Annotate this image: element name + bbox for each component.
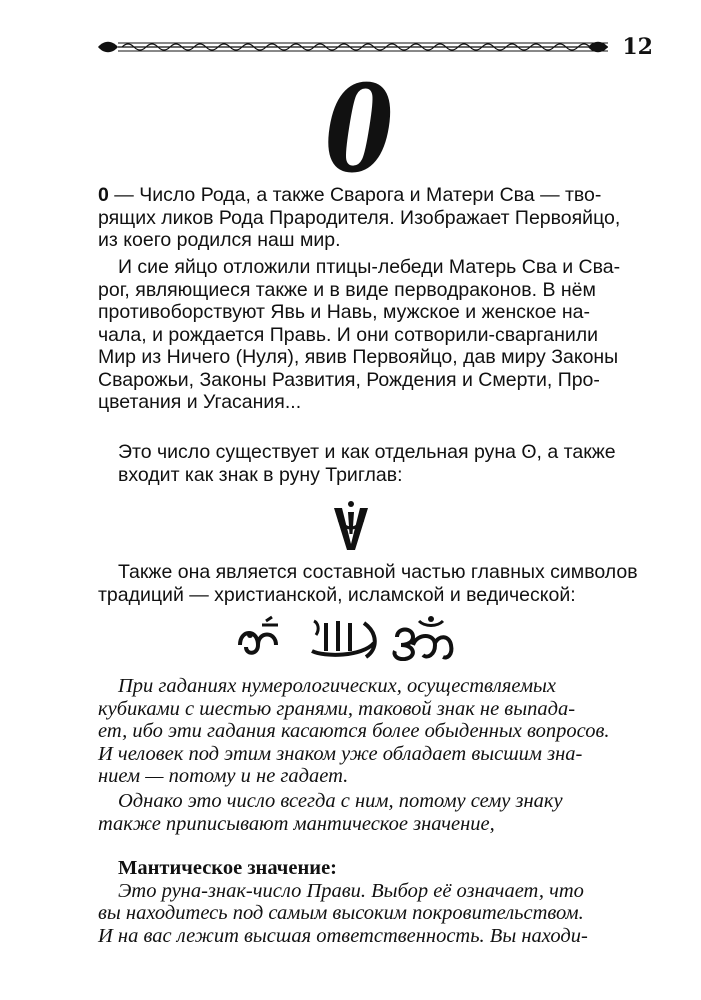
divination-line-1: При гаданиях нумерологических, осуществляемых — [118, 675, 557, 697]
divination-line-2: кубиками с шестью гранями, таковой знак не выпада- — [98, 697, 576, 720]
divination-line-3: ет, ибо эти гадания касаются более обыденных вопросов. — [98, 720, 610, 742]
para2-line-3: противоборствуют Явь и Навь, мужское и женское на- — [98, 301, 590, 323]
page-header — [98, 34, 653, 60]
mantic-line-3: И на вас лежит высшая ответственность. Вы находи- — [98, 924, 588, 947]
para2-line-5: Мир из Ничего (Нуля), явив Первояйцо, дав миру Законы — [98, 346, 619, 368]
triglav-row — [0, 500, 701, 557]
symbols-paragraph — [98, 561, 653, 606]
para2-line-4: чала, и рождается Правь. И они сотворили-сварганили — [98, 323, 599, 346]
mantic-heading: Мантическое значение: — [118, 857, 338, 879]
second-paragraph — [98, 256, 653, 414]
intro-lead: 0 — [98, 184, 109, 206]
para2-line-1: И сие яйцо отложили птицы-лебеди Матерь Сва и Сва- — [118, 256, 621, 278]
para2-line-7: цветания и Угасания... — [98, 391, 302, 413]
intro-paragraph — [98, 184, 653, 252]
mantic-line-2: вы находитесь под самым высоким покровительством. — [98, 902, 584, 924]
christian-symbol-icon — [240, 617, 278, 653]
intro-line-3: из коего родился наш мир. — [98, 229, 341, 251]
para2-line-2: рог, являющиеся также и в виде перводраконов. В нём — [98, 278, 596, 301]
intro-line-1: 0 — Число Рода, а также Сварога и Матери Сва — тво- — [98, 184, 602, 206]
intro-line-2: рящих ликов Рода Прародителя. Изображает Первояйцо, — [98, 206, 621, 229]
tradition-symbols — [236, 615, 466, 661]
mantic-section — [98, 857, 653, 947]
islamic-symbol-icon — [312, 621, 375, 657]
page-number: 12 — [622, 34, 653, 60]
rune-line-1: Это число существует и как отдельная руна ʘ, а также — [118, 441, 616, 463]
ornamental-border-icon — [98, 38, 608, 56]
triglav-rune-icon — [331, 500, 371, 552]
divination-line-5: нием — потому и не гадает. — [98, 765, 349, 787]
divination-paragraph — [98, 675, 653, 788]
divination2-line-1: Однако это число всегда с ним, потому сему знаку — [118, 790, 563, 812]
symbols-line-2: традиций — христианской, исламской и ведической: — [98, 583, 576, 606]
divination-line-4: И человек под этим знаком уже обладает высшим зна- — [98, 742, 583, 765]
para2-line-6: Сварожьи, Законы Развития, Рождения и Смерти, Про- — [98, 368, 600, 391]
divination-paragraph-2 — [98, 790, 653, 835]
om-symbol-icon — [394, 616, 451, 659]
big-numeral: 0 — [325, 59, 394, 200]
rune-paragraph — [98, 441, 653, 486]
mantic-line-1: Это руна-знак-число Прави. Выбор её означает, что — [118, 879, 584, 902]
symbols-line-1: Также она является составной частью главных символов — [118, 561, 638, 583]
divination2-line-2: также приписывают мантическое значение, — [98, 812, 495, 835]
rune-line-2: входит как знак в руну Триглав: — [118, 463, 403, 486]
tradition-symbols-row — [0, 615, 701, 666]
